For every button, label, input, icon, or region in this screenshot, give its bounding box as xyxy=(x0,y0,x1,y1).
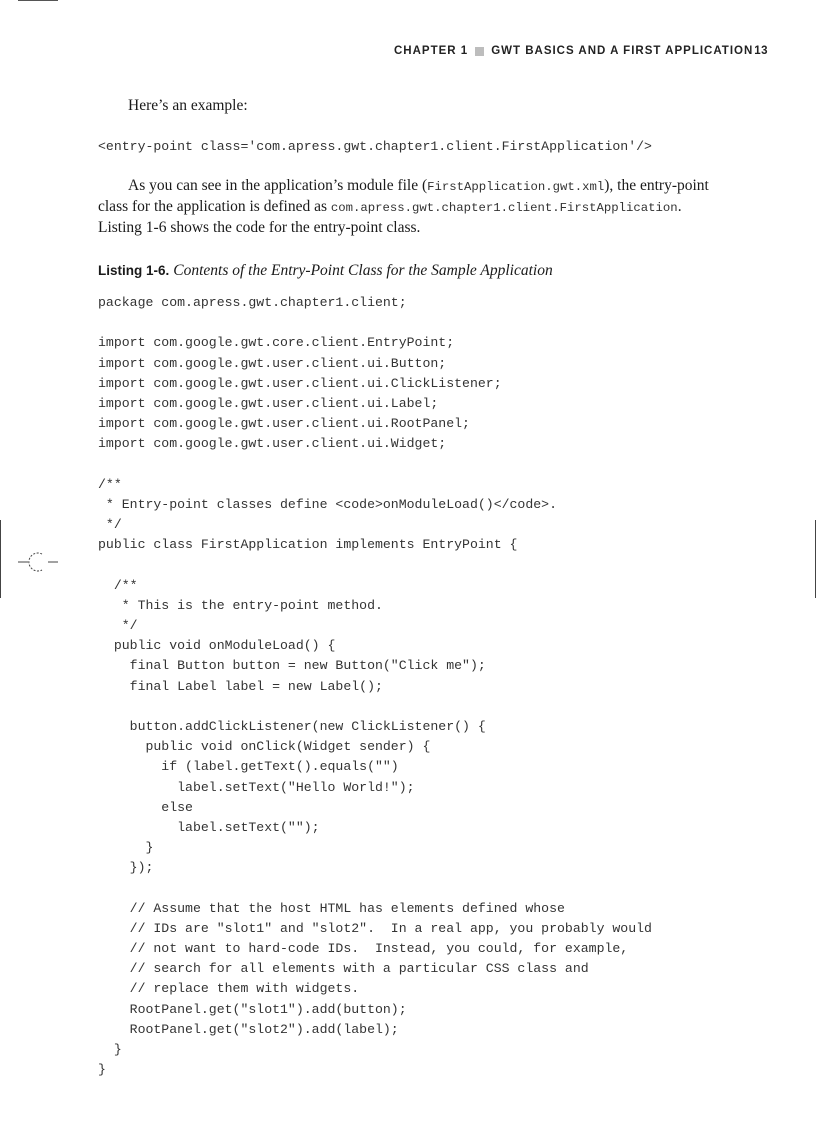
code-line: * Entry-point classes define <code>onModuleLoad()</code>. xyxy=(98,496,557,512)
code-line: label.setText(""); xyxy=(98,819,320,835)
code-line: } xyxy=(98,1041,122,1057)
code-line: else xyxy=(98,799,193,815)
code-line: * This is the entry-point method. xyxy=(98,597,383,613)
code-line: }); xyxy=(98,860,154,876)
chapter-label: CHAPTER 1 xyxy=(394,45,469,57)
crop-mark xyxy=(18,0,58,1)
code-line: import com.google.gwt.user.client.ui.Widget; xyxy=(98,436,447,452)
code-line: if (label.getText().equals("") xyxy=(98,759,399,775)
code-line: button.addClickListener(new ClickListener() { xyxy=(98,718,486,734)
code-line: // Assume that the host HTML has elements defined whose xyxy=(98,900,565,916)
code-line: RootPanel.get("slot2").add(label); xyxy=(98,1021,399,1037)
code-line: import com.google.gwt.user.client.ui.RootPanel; xyxy=(98,416,470,432)
code-line: import com.google.gwt.user.client.ui.ClickListener; xyxy=(98,375,502,391)
code-line: public void onClick(Widget sender) { xyxy=(98,739,431,755)
code-line: final Button button = new Button("Click me"); xyxy=(98,658,486,674)
example-code-line: <entry-point class='com.apress.gwt.chapter1.client.FirstApplication'/> xyxy=(98,139,652,154)
code-line: public void onModuleLoad() { xyxy=(98,638,336,654)
code-line: */ xyxy=(98,517,122,533)
code-listing xyxy=(98,293,722,1080)
code-line xyxy=(98,878,722,898)
code-line: */ xyxy=(98,618,138,633)
listing-label: Listing 1-6. xyxy=(98,263,170,278)
margin-rule-left xyxy=(0,520,1,598)
para-text-1: As you can see in the application’s module file ( xyxy=(128,177,428,194)
listing-caption xyxy=(98,261,722,281)
entry-point-class-name: com.apress.gwt.chapter1.client.FirstApplication xyxy=(330,201,678,215)
entry-point-paragraph xyxy=(98,176,722,238)
code-line: } xyxy=(98,1062,106,1078)
code-line: // IDs are "slot1" and "slot2". In a real app, you probably would xyxy=(98,920,652,936)
code-line: // replace them with widgets. xyxy=(98,981,360,997)
code-line xyxy=(98,555,722,575)
running-header xyxy=(394,42,768,60)
code-line xyxy=(98,697,722,717)
code-line: /** xyxy=(98,476,122,492)
page-body xyxy=(98,96,722,1080)
code-line: package com.apress.gwt.chapter1.client; xyxy=(98,295,407,310)
registration-mark-icon xyxy=(18,548,58,576)
module-file-name: FirstApplication.gwt.xml xyxy=(427,180,605,194)
code-line: import com.google.gwt.user.client.ui.Label; xyxy=(98,395,439,411)
code-line: final Label label = new Label(); xyxy=(98,678,383,694)
listing-title: Contents of the Entry-Point Class for the Sample Application xyxy=(173,262,553,279)
code-line: RootPanel.get("slot1").add(button); xyxy=(98,1001,407,1017)
code-line: /** xyxy=(98,577,138,593)
para-text-2: ), the entry-point class for the application is defined as xyxy=(98,177,709,215)
code-line: label.setText("Hello World!"); xyxy=(98,779,415,795)
code-line: } xyxy=(98,840,154,856)
code-line: public class FirstApplication implements EntryPoint { xyxy=(98,537,518,553)
code-line: // not want to hard-code IDs. Instead, you could, for example, xyxy=(98,941,629,956)
page-number: 13 xyxy=(754,45,768,57)
code-line: // search for all elements with a particular CSS class and xyxy=(98,961,589,977)
para-text-3: . Listing 1-6 shows the code for the entry-point class. xyxy=(98,198,682,236)
square-bullet-icon xyxy=(475,47,484,56)
chapter-title: GWT BASICS AND A FIRST APPLICATION xyxy=(491,45,754,57)
intro-paragraph: Here’s an example: xyxy=(128,97,248,114)
code-line xyxy=(98,455,722,475)
code-line xyxy=(98,313,722,333)
code-line: import com.google.gwt.core.client.EntryPoint; xyxy=(98,335,455,351)
code-line: import com.google.gwt.user.client.ui.Button; xyxy=(98,355,447,371)
